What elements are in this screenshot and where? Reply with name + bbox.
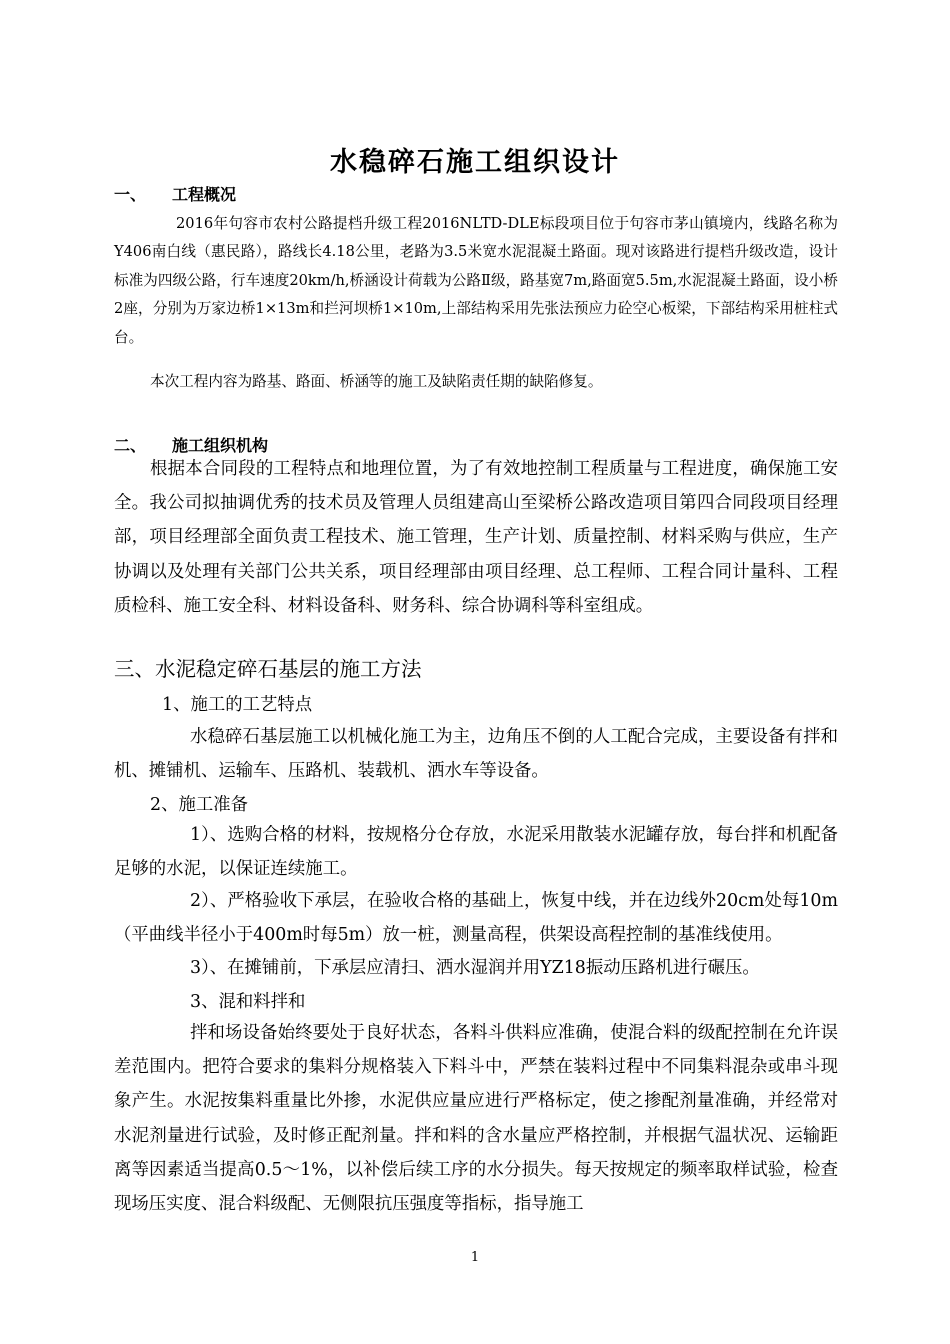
section-title: 工程概况	[172, 185, 237, 204]
organization-paragraph: 根据本合同段的工程特点和地理位置，为了有效地控制工程质量与工程进度，确保施工安全。我公司拟抽调优秀的技术员及管理人员组建高山至梁桥公路改造项目第四合同段项目经理部，项目经理部全面负责工程技术、施工管理，生产计划、质量控制、材料采购与供应，生产协调以及处理有关部门公共关系，项目经理部由项目经理、总工程师、工程合同计量科、工程质检科、施工安全科、材料设备科、财务科、综合协调科等科室组成。	[114, 459, 838, 616]
preparation-item-2: 2）、严格验收下承层，在验收合格的基础上，恢复中线，并在边线外20cm处每10m（平曲线半径小于400m时每5m）放一桩，测量高程，供架设高程控制的基准线使用。	[114, 891, 838, 946]
section-title: 施工组织机构	[172, 436, 269, 455]
section-heading-overview	[114, 182, 236, 205]
section-number: 二、	[114, 436, 147, 455]
overview-paragraph-2: 本次工程内容为路基、路面、桥涵等的施工及缺陷责任期的缺陷修复。	[150, 373, 603, 390]
subheading-process-features: 1、施工的工艺特点	[162, 695, 313, 715]
subheading-mixing: 3、混和料拌和	[190, 992, 306, 1012]
subheading-preparation: 2、施工准备	[150, 795, 249, 815]
page-number: 1	[470, 1250, 480, 1265]
preparation-item-1: 1）、选购合格的材料，按规格分仓存放，水泥采用散装水泥罐存放，每台拌和机配备足够的水泥，以保证连续施工。	[114, 825, 838, 880]
document-title: 水稳碎石施工组织设计	[330, 147, 620, 178]
preparation-item-3: 3）、在摊铺前，下承层应清扫、洒水湿润并用YZ18振动压路机进行碾压。	[190, 958, 760, 978]
overview-paragraph-1: 2016年句容市农村公路提档升级工程2016NLTD-DLE标段项目位于句容市茅山镇境内，线路名称为Y406南白线（惠民路），路线长4.18公里，老路为3.5米宽水泥混凝土路面。现对该路进行提档升级改造，设计标准为四级公路，行车速度20km/h,桥涵设计荷载为公路Ⅱ级，路基宽7m,路面宽5.5m,水泥混凝土路面，设小桥2座，分别为万家边桥1×13m和拦河坝桥1×10m,上部结构采用先张法预应力砼空心板梁，下部结构采用桩柱式台。	[114, 215, 838, 346]
section-number: 一、	[114, 185, 147, 204]
process-features-paragraph: 水稳碎石基层施工以机械化施工为主，边角压不倒的人工配合完成，主要设备有拌和机、摊铺机、运输车、压路机、装载机、洒水车等设备。	[114, 727, 838, 782]
mixing-paragraph: 拌和场设备始终要处于良好状态，各料斗供料应准确，使混合料的级配控制在允许误差范围内。把符合要求的集料分规格装入下料斗中，严禁在装料过程中不同集料混杂或串斗现象产生。水泥按集料重量比外掺，水泥供应量应进行严格标定，使之掺配剂量准确，并经常对水泥剂量进行试验，及时修正配剂量。拌和料的含水量应严格控制，并根据气温状况、运输距离等因素适当提高0.5～1%，以补偿后续工序的水分损失。每天按规定的频率取样试验，检查现场压实度、混合料级配、无侧限抗压强度等指标，指导施工	[114, 1023, 838, 1215]
section-heading-method: 三、水泥稳定碎石基层的施工方法	[114, 657, 422, 681]
